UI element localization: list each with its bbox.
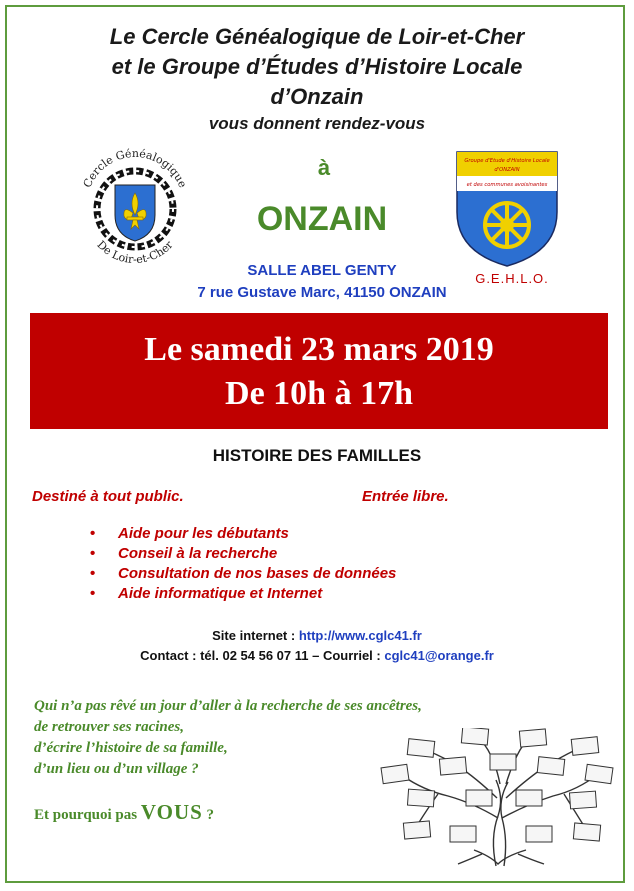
activity-label: Aide pour les débutants [118,525,289,542]
quote-line: de retrouver ses racines, [34,719,184,735]
location-prefix: à [317,155,331,180]
phone-label: Contact : tél. 02 54 56 07 11 – Courriel : [140,648,381,663]
venue-name: SALLE ABEL GENTY [247,262,397,279]
list-item [90,564,396,584]
question-suffix: ? [206,807,215,823]
venue-address: 7 rue Gustave Marc, 41150 ONZAIN [197,284,447,301]
activity-label: Consultation de nos bases de données [118,565,397,582]
contact-line [0,648,634,663]
list-item [90,544,396,564]
header-line-3: d’Onzain [270,84,364,109]
question-prefix: Et pourquoi pas [34,807,138,823]
header-line-1: Le Cercle Généalogique de Loir-et-Cher [109,24,525,49]
activity-label: Aide informatique et Internet [118,585,323,602]
svg-text:d'ONZAIN: d'ONZAIN [494,167,520,173]
audience-text: Destiné à tout public. [32,488,184,505]
quote-line: d’écrire l’histoire de sa famille, [34,740,228,756]
svg-text:Groupe d'Etude d'Histoire Loca: Groupe d'Etude d'Histoire Locale [464,158,550,164]
gehlo-caption: G.E.H.L.O. [475,271,549,286]
question-emphasis: VOUS [140,800,203,824]
header-line-2: et le Groupe d’Études d’Histoire Locale [111,54,523,79]
date-banner [30,313,608,429]
header-line-4: vous donnent rendez-vous [208,114,426,133]
bullet-icon: • [90,585,96,602]
gehlo-logo-subtitle: et des communes avoisinantes [466,182,548,188]
event-hours: De 10h à 17h [225,375,413,412]
quote-line: d’un lieu ou d’un village ? [34,761,199,777]
quote-line: Qui n’a pas rêvé un jour d’aller à la recherche de ses ancêtres, [34,698,422,714]
svg-text:De Loir-et-Cher: De Loir-et-Cher [94,238,176,267]
list-item [90,584,396,604]
cercle-genealogique-logo [73,143,197,271]
entry-text: Entrée libre. [362,488,449,505]
bullet-icon: • [90,525,96,542]
family-tree-illustration [378,728,618,868]
svg-text:Cercle Généalogique: Cercle Généalogique [80,146,190,190]
gehlo-shield-logo [455,150,559,268]
event-date: Le samedi 23 mars 2019 [144,331,494,368]
activity-list [90,524,396,604]
closing-question [34,800,214,825]
section-title: HISTOIRE DES FAMILLES [212,446,422,465]
website-label: Site internet : [212,628,296,643]
activity-label: Conseil à la recherche [118,545,278,562]
town-name: ONZAIN [256,200,388,238]
website-line [0,628,634,643]
website-link[interactable]: http://www.cglc41.fr [298,628,422,643]
bullet-icon: • [90,545,96,562]
list-item [90,524,396,544]
email-link[interactable]: cglc41@orange.fr [384,648,494,663]
quote-block [34,696,422,780]
bullet-icon: • [90,565,96,582]
